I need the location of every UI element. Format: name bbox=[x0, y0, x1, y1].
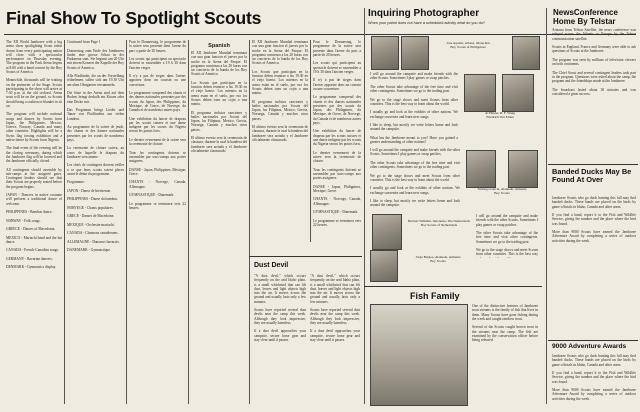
photo-caption: Santiago Garcia, Alameda, Armenia Boy Scouts bbox=[477, 187, 527, 195]
photo-caption: Jorge Burgos, Alameda, Armenia Boy Scouts bbox=[415, 255, 461, 263]
photo-caption: Al Hanna, D. F. Wang Friedrich Von Elden bbox=[485, 111, 515, 119]
spanish-article: El XII Jamboree Mundial terminara con una gran funcion el jueves por la noche en la Arena del Parque. El programa comienza a las 20 horas con un concierto de la banda de los Boy Scouts of America. Los Scouts que participan en la funcion deben reunirse a las 19.30 en el viejo huerto. Los asientos en la arena estan en el suelo, por eso los Scouts deben traer un cojin o una manta. El programa incluira canciones y bailes nacionales por Scouts del Japon, las Filipinas, Mexico, Grecia, Noruega, Canada y muchos otros paises. El ultimo evento sera la ceremonia de clausura, durante la cual la bandera del Jamboree sera arriada y el Jamboree oficialmente clausurado. bbox=[191, 51, 247, 153]
divider bbox=[310, 40, 311, 242]
scout-photo bbox=[464, 74, 496, 112]
scout-photo bbox=[502, 74, 534, 112]
column-1: The XII World Jamboree with a big arena show spotlighting Scout talent drawn from every participating nation will close with a spectacular performance on Thursday evening. The program in the Park Arena begins at 8:00 with a band concert by the Boy Scouts of America. Meanwhile, thousands will be waiting on the perimeter of the Stage. Scouts participating in the show will arrive at 7:30 p.m. at the old orchard. Arena seats will be on the ground, so Scouts should bring a cushion or blanket to sit on. The program will include national songs and dances by Scouts from Japan, the Philippines, Mexico, Greece, Norway, Canada and many other countries. Highlights will be a Swiss flag tossing exhibition and a native dance by Scouts from Nigeria. The final event of the evening will be the closing ceremony, during which the Jamboree flag will be lowered and the Jamboree officially closed. All contingents should assemble by sub-camps at the assigned gates. Contingent leaders should see that their Scouts are properly seated before the program begins. JAPAN - Dancers in native costume will perform a traditional dance of welcome. PHILIPPINES - Bamboo dance. NORWAY - Folk songs. GREECE - Dances of Macedonia. MEXICO - Mariachi band and the hat dance. CANADA - French-Canadian songs. GERMANY - Bavarian dancers. DENMARK - Gymnastics display. bbox=[6, 40, 62, 270]
ducks-headline: Banded Ducks May Be Found At Over bbox=[552, 167, 632, 185]
spanish-heading: Spanish bbox=[208, 43, 230, 49]
adventure-article: Jamboree Scouts who go duck hunting this fall may find banded ducks. These bands are placed on the birds by game officials in Idaho, Canada and other areas. If you find a band, report it to the Fish and Wildlife Service, giving the number and the place where the bird was found. More than 9000 Scouts have earned the Jamboree Adventure Award by completing a series of outdoor activities during the week. bbox=[552, 354, 636, 401]
ducks-article: Jamboree Scouts who go duck hunting this fall may find banded ducks. These bands are placed on the birds by game officials in Idaho, Canada and other areas. If you find a band, report it to the Fish and Wildlife Service, giving the number and the place where the bird was found. More than 9000 Scouts have earned the Jamboree Adventure Award by completing a series of outdoor activities during the week. bbox=[552, 196, 636, 243]
photographer-answers-2: I will go around the campsite and make friends with the other Scouts. Sometimes I play games or swap patches. The other Scouts take advantage of the free time and visit other contingents. Sometimes we go to the trading post. We go to the stage shows and meet Scouts from other countries. This is the best way to learn about the world. I usually go and look at the exhibits of other nations. We exchange souvenirs and learn new songs. I like to sleep, but mostly we write letters home and look around the campsite. bbox=[370, 148, 460, 208]
scout-photo bbox=[401, 36, 429, 70]
dust-devil-rule bbox=[249, 256, 362, 257]
adventure-headline: 9000 Adventure Awards bbox=[552, 343, 627, 350]
scout-photo bbox=[508, 150, 538, 188]
side-headline: NewsConference Home By Telstar bbox=[553, 8, 618, 26]
photographer-answers-3: I will go around the campsite and make friends with the other Scouts. Sometimes I play games or swap patches. The other Scouts take advantage of the free time and visit other contingents. Sometimes we go to the trading post. We go to the stage shows and meet Scouts from other countries. This is the best way bbox=[476, 214, 538, 257]
divider bbox=[64, 40, 65, 404]
divider bbox=[188, 40, 189, 404]
scout-photo bbox=[512, 36, 540, 70]
column-4 bbox=[191, 40, 247, 406]
main-headline: Final Show To Spotlight Scouts bbox=[6, 8, 262, 28]
column-2: Continued from Page 1 Donnerstag zum Ende des Jamborees findet eine grosse Schau in der Parkarena statt. Sie beginnt um 20 Uhr mit einem Konzert der Kapelle der Boy Scouts of America. Alle Pfadfinder, die an der Vorstellung teilnehmen, sollen sich um 19.30 Uhr am alten Obstgarten versammeln. Die Sitze in der Arena sind auf dem Boden; bringt deshalb ein Kissen oder eine Decke mit. Das Programm bringt Lieder und Tanze von Pfadfindern aus vielen Landern. Au programme de la soiree de jeudi, des chants et des danses nationales presentes par les scouts de nombreux pays. La ceremonie de cloture suivra, au cours de laquelle le drapeau du Jamboree sera amene. Les chefs de contingent doivent veiller a ce que leurs scouts soient places avant le debut du programme. Programme: JAPON - Danse de bienvenue. PHILIPPINES - Danse du bambou. NORVEGE - Chants populaires. GRECE - Danses de Macedoine. MEXIQUE - Orchestre mariachi. CANADA - Chansons canadiennes. ALLEMAGNE - Danseurs bavarois. DANEMARK - Gymnastique. bbox=[67, 40, 124, 253]
dust-devil-headline: Dust Devil bbox=[254, 262, 289, 269]
fish-headline: Fish Family bbox=[410, 291, 460, 301]
column-3: Pour le Donnerstag, le programme de la soiree sera presente dans l'arene du parc a partir de 20 heures. Les scouts qui participent au spectacle doivent se rassembler a 19 h 30 dans l'ancien verger. Il n'y a pas de sieges dans l'arene; apportez donc un coussin ou une couverture. Le programme comprend des chants et des danses nationales presentes par des scouts du Japon, des Philippines, du Mexique, de Grece, de Norvege, du Canada et de nombreux autres pays. Une exhibition du lancer de drapeau par les scouts suisses et une danse indigene par les scouts du Nigeria seront les points forts. Le dernier evenement de la soiree sera la ceremonie de cloture. Tous les contingents doivent se rassembler par sous-camps aux portes assignees. DANSE - Japon, Philippines, Mexique, Grece. CHANTS - Norvege, Canada, Allemagne. GYMNASTIQUE - Danemark. Le programme se terminera vers 22 heures. bbox=[129, 40, 186, 210]
column-4b: El XII Jamboree Mundial terminara con una gran funcion el jueves por la noche en la Arena del Parque. El programa comienza a las 20 horas con un concierto de la banda de los Boy Scouts of America. Los Scouts que participan en la funcion deben reunirse a las 19.30 en el viejo huerto. Los asientos en la arena estan en el suelo, por eso los Scouts deben traer un cojin o una manta. El programa incluira canciones y bailes nacionales por Scouts del Japon, las Filipinas, Mexico, Grecia, Noruega, Canada y muchos otros paises. El ultimo evento sera la ceremonia de clausura, durante la cual la bandera del Jamboree sera arriada y el Jamboree oficialmente clausurado. bbox=[252, 40, 308, 142]
photo-caption: Jose Aguilar, Albans, Olena Rai Boy Scouts of Philippines bbox=[446, 41, 490, 49]
dust-devil-article: "A dust devil," which occurs frequently on the arid Idaho plain, is a small whirlwind that can lift dust, leaves and light objects high into the air. It moves across the ground and usually lasts only a few minutes. Scouts have reported several dust devils near the camp this week. Although they look impressive, they are usually harmless. If a dust devil approaches your campsite, secure loose gear and stay clear until it passes. bbox=[254, 274, 306, 342]
scout-photo bbox=[370, 250, 398, 282]
divider bbox=[364, 8, 365, 404]
fish-photo bbox=[370, 304, 468, 406]
photographer-answers: I will go around the campsite and make friends with the other Scouts. Sometimes I play games or swap patches. The other Scouts take advantage of the free time and visit other contingents. Sometimes we go to the trading post. We go to the stage shows and meet Scouts from other countries. This is the best way to learn about the world. I usually go and look at the exhibits of other nations. We exchange souvenirs and learn new songs. I like to sleep, but mostly we write letters home and look around the campsite. What has the Jamboree meant to you? Have you gained a greater understanding of other nations? bbox=[370, 72, 458, 144]
divider bbox=[126, 40, 127, 404]
top-rule bbox=[4, 34, 636, 35]
scout-photo bbox=[371, 36, 399, 70]
photographer-subhead: When your patrol does not have a scheduled activity what do you do? bbox=[368, 21, 485, 25]
fish-article: One of the distinctive features of Jamboree trout streams is the family of fish that lives in them. Many Scouts have gone fishing during the week and caught rainbow trout. Several of the Scouts caught brown trout in the streams near the camp. The fish are examined by the conservation officer before being released. bbox=[472, 304, 538, 342]
divider bbox=[249, 40, 250, 404]
scout-photo bbox=[372, 214, 402, 250]
adventure-rule bbox=[548, 340, 638, 341]
badge-rule bbox=[548, 164, 638, 165]
fish-rule bbox=[364, 286, 542, 287]
divider bbox=[546, 8, 547, 404]
dust-devil-article-cont: "A dust devil," which occurs frequently on the arid Idaho plain, is a small whirlwind that can lift dust, leaves and light objects high into the air. It moves across the ground and usually lasts only a few minutes. Scouts have reported several dust devils near the camp this week. Although they look impressive, they are usually harmless. If a dust devil approaches your campsite, secure loose gear and stay clear until it passes. bbox=[310, 274, 360, 342]
photo-caption: Herbert Wilhelm, Indonesia, The Netherlands Boy Scouts of Netherlands bbox=[408, 219, 470, 227]
telstar-article: Arizona from Telstar Satellite, the news conference was relayed across the Atlantic to Europe by the Telstar communication satellite. Scouts in England, France and Germany were able to ask questions of Scouts at the Jamboree. The program was seen by millions of television viewers on both continents. The Chief Scout and several contingent leaders took part in the program. Questions were asked about the camp, the program and the friendships made at the Jamboree. The broadcast lasted about 30 minutes and was considered a great success. bbox=[552, 28, 636, 96]
column-4c: Pour le Donnerstag, le programme de la soiree sera presente dans l'arene du parc a partir de 20 heures. Les scouts qui participent au spectacle doivent se rassembler a 19 h 30 dans l'ancien verger. Il n'y a pas de sieges dans l'arene; apportez donc un coussin ou une couverture. Le programme comprend des chants et des danses nationales presentes par des scouts du Japon, des Philippines, du Mexique, de Grece, de Norvege, du Canada et de nombreux autres pays. Une exhibition du lancer de drapeau par les scouts suisses et une danse indigene par les scouts du Nigeria seront les points forts. Le dernier evenement de la soiree sera la ceremonie de cloture. Tous les contingents doivent se rassembler par sous-camps aux portes assignees. DANSE - Japon, Philippines, Mexique, Grece. CHANTS - Norvege, Canada, Allemagne. GYMNASTIQUE - Danemark. Le programme se terminera vers 22 heures. bbox=[313, 40, 361, 227]
photographer-headline: Inquiring Photographer bbox=[368, 8, 480, 19]
scout-photo bbox=[466, 150, 496, 188]
